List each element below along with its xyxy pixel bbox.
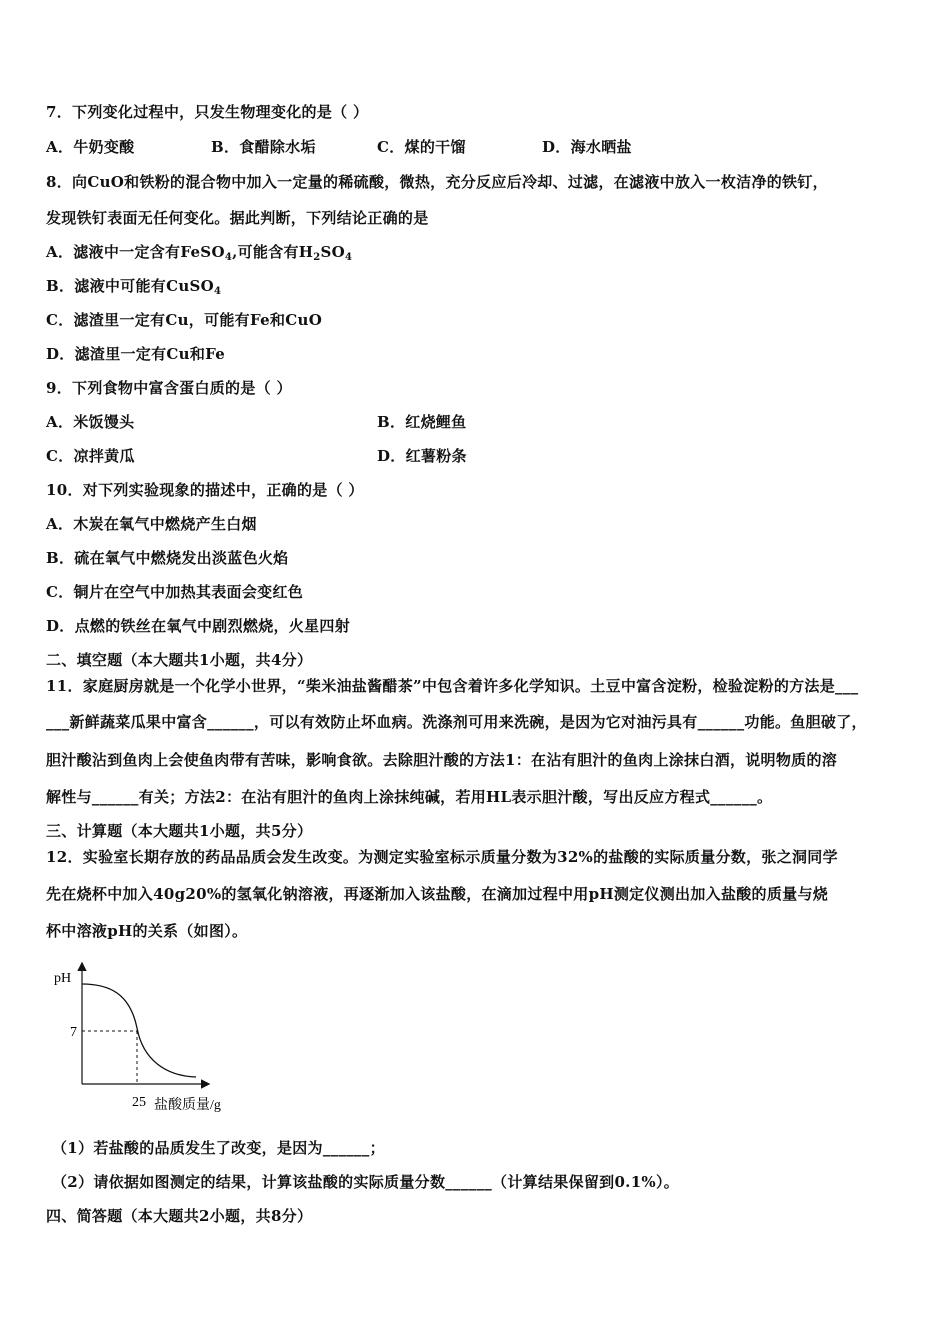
q12-line3: 杯中溶液pH的关系（如图）。	[46, 922, 248, 940]
q10-option-b: B．硫在氧气中燃烧发出淡蓝色火焰	[46, 549, 289, 567]
q7-option-c: C．煤的干馏	[377, 138, 466, 156]
q7-stem: 7．下列变化过程中，只发生物理变化的是（ ）	[46, 103, 369, 121]
y-axis-label: pH	[54, 971, 72, 986]
q12-sub2: （2）请依据如图测定的结果，计算该盐酸的实际质量分数______（计算结果保留到0.1%）。	[52, 1173, 680, 1191]
q8-option-c: C．滤渣里一定有Cu，可能有Fe和CuO	[46, 311, 323, 329]
section-short-answer-heading: 四、简答题（本大题共2小题，共8分）	[46, 1207, 313, 1225]
q7-option-a: A．牛奶变酸	[46, 138, 135, 156]
q12-line1: 12．实验室长期存放的药品品质会发生改变。为测定实验室标示质量分数为32%的盐酸的实际质量分数，张之洞同学	[46, 848, 838, 866]
ph-chart	[48, 956, 248, 1116]
x-axis-label: 盐酸质量/g	[154, 1098, 221, 1113]
q9-option-d: D．红薯粉条	[377, 447, 467, 465]
q9-option-b: B．红烧鲤鱼	[377, 413, 467, 431]
q10-option-a: A．木炭在氧气中燃烧产生白烟	[46, 515, 257, 533]
y-mark-label: 7	[70, 1025, 77, 1040]
q8-option-d: D．滤渣里一定有Cu和Fe	[46, 345, 226, 363]
q9-option-c: C．凉拌黄瓜	[46, 447, 135, 465]
q11-line4: 解性与______有关；方法2：在沾有胆汁的鱼肉上涂抹纯碱，若用HL表示胆汁酸，写出反应方程式______。	[46, 788, 773, 806]
q9-stem: 9．下列食物中富含蛋白质的是（ ）	[46, 379, 292, 397]
x-mark-label: 25	[132, 1095, 146, 1110]
q11-line2: ___新鲜蔬菜瓜果中富含______，可以有效防止坏血病。洗涤剂可用来洗碗，是因为它对油污具有______功能。鱼胆破了，	[46, 713, 867, 731]
q8-option-b: B．滤液中可能有CuSO$_4$	[46, 277, 222, 297]
q11-line3: 胆汁酸沾到鱼肉上会使鱼肉带有苦味，影响食欲。去除胆汁酸的方法1：在沾有胆汁的鱼肉上涂抹白酒，说明物质的溶	[46, 751, 838, 769]
q7-option-d: D．海水晒盐	[542, 138, 632, 156]
q10-stem: 10．对下列实验现象的描述中，正确的是（ ）	[46, 481, 364, 499]
section-calc-heading: 三、计算题（本大题共1小题，共5分）	[46, 822, 313, 840]
q12-sub1: （1）若盐酸的品质发生了改变，是因为______；	[52, 1139, 385, 1157]
q8-option-a: A．滤液中一定含有FeSO$_4$,可能含有$H_2SO_4$	[46, 243, 353, 263]
q10-option-d: D．点燃的铁丝在氧气中剧烈燃烧，火星四射	[46, 617, 351, 635]
q9-option-a: A．米饭馒头	[46, 413, 135, 431]
q12-line2: 先在烧杯中加入40g20%的氢氧化钠溶液，再逐渐加入该盐酸，在滴加过程中用pH测定仪测出加入盐酸的质量与烧	[46, 885, 829, 903]
q8-stem-line2: 发现铁钉表面无任何变化。据此判断，下列结论正确的是	[46, 209, 429, 227]
q7-option-b: B．食醋除水垢	[211, 138, 316, 156]
ph-curve	[82, 984, 196, 1077]
q10-option-c: C．铜片在空气中加热其表面会变红色	[46, 583, 304, 601]
q11-line1: 11．家庭厨房就是一个化学小世界，“柴米油盐酱醋茶”中包含着许多化学知识。土豆中富含淀粉，检验淀粉的方法是___	[46, 677, 859, 695]
q8-stem-line1: 8．向CuO和铁粉的混合物中加入一定量的稀硫酸，微热，充分反应后冷却、过滤，在滤液中放入一枚洁净的铁钉，	[46, 173, 828, 191]
section-fill-in-heading: 二、填空题（本大题共1小题，共4分）	[46, 651, 313, 669]
